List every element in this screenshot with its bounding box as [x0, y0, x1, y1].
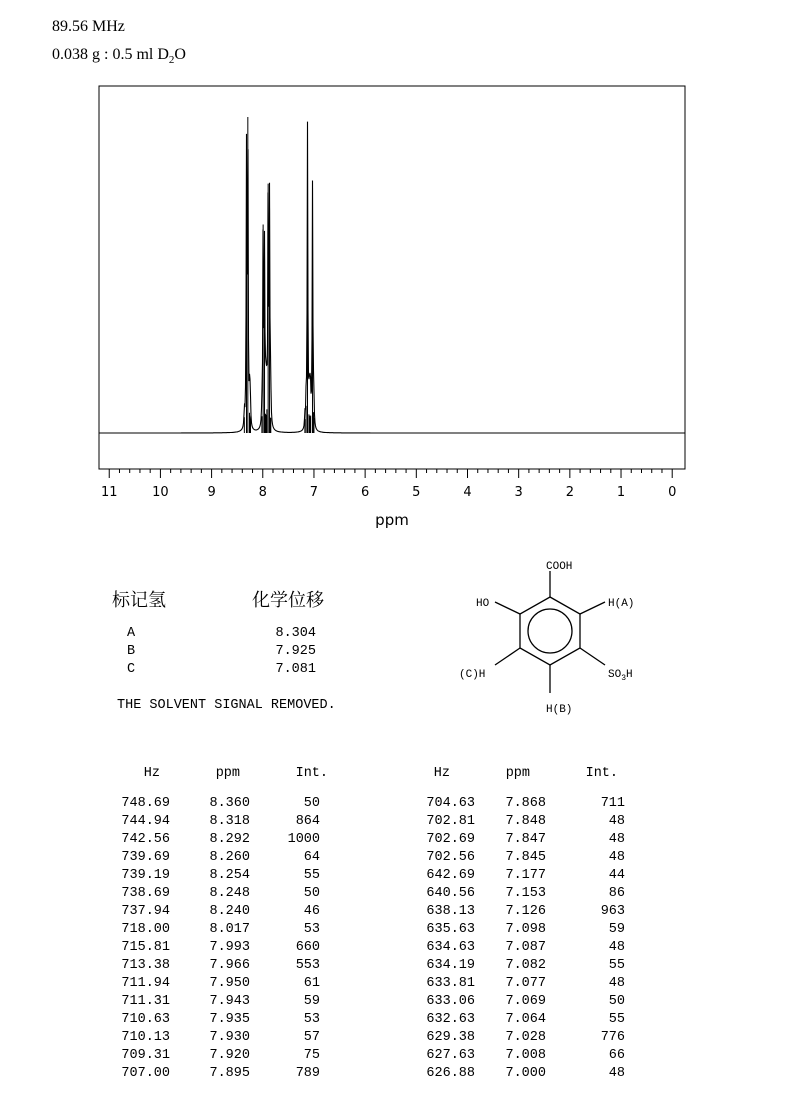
- ho-label: HO: [476, 598, 490, 610]
- x-tick-label: 7: [309, 485, 319, 500]
- peak-ppm: 7.069: [505, 994, 546, 1009]
- right-hz-header: Hz: [433, 766, 450, 781]
- peak-ppm: 7.930: [209, 1030, 250, 1045]
- assignment-label-c: C: [127, 662, 136, 677]
- peak-ppm: 8.292: [209, 832, 250, 847]
- col-label-header: 标记氢: [112, 590, 166, 611]
- so3h-subscript: 3: [621, 674, 627, 683]
- peak-ppm: 8.248: [209, 886, 250, 901]
- x-tick-label: 8: [258, 485, 267, 500]
- peak-hz: 739.69: [121, 850, 170, 865]
- peak-hz: 627.63: [426, 1048, 475, 1063]
- peak-hz: 707.00: [121, 1066, 170, 1081]
- peak-ppm: 7.028: [505, 1030, 546, 1045]
- peak-ppm: 7.868: [505, 796, 546, 811]
- peak-ppm: 8.240: [209, 904, 250, 919]
- sample-subscript: 2: [168, 54, 175, 67]
- ch-label: (C)H: [459, 669, 486, 681]
- sample-prefix: 0.038 g : 0.5 ml D: [52, 46, 169, 63]
- peak-int: 53: [303, 922, 320, 937]
- peak-ppm: 7.064: [505, 1012, 546, 1027]
- spectrum-trace: [99, 122, 685, 433]
- peak-int: 61: [303, 976, 320, 991]
- peak-int: 660: [295, 940, 320, 955]
- peak-int: 59: [303, 994, 320, 1009]
- peak-int: 55: [608, 958, 625, 973]
- peak-int: 44: [608, 868, 625, 883]
- peak-int: 50: [303, 796, 320, 811]
- peak-ppm: 7.845: [505, 850, 546, 865]
- peak-hz: 739.19: [121, 868, 170, 883]
- assignment-shift-a: 8.304: [275, 626, 316, 641]
- peak-int: 66: [608, 1048, 625, 1063]
- peak-int: 48: [608, 814, 625, 829]
- peak-hz: 715.81: [121, 940, 170, 955]
- peak-ppm: 7.153: [505, 886, 546, 901]
- peak-hz: 744.94: [121, 814, 170, 829]
- peak-hz: 711.31: [121, 994, 170, 1009]
- peak-hz: 632.63: [426, 1012, 475, 1027]
- peak-ppm: 7.077: [505, 976, 546, 991]
- peak-int: 75: [303, 1048, 320, 1063]
- peak-int: 553: [295, 958, 320, 973]
- peak-hz: 738.69: [121, 886, 170, 901]
- nmr-spectrum-chart: [0, 0, 794, 545]
- peak-ppm: 7.895: [209, 1066, 250, 1081]
- peak-hz: 742.56: [121, 832, 170, 847]
- peak-marks: [244, 117, 314, 433]
- ha-label: H(A): [608, 598, 635, 610]
- assignment-label-b: B: [127, 644, 136, 659]
- x-tick-label: 1: [616, 485, 626, 500]
- peak-int: 864: [295, 814, 320, 829]
- peak-ppm: 8.318: [209, 814, 250, 829]
- peak-ppm: 7.087: [505, 940, 546, 955]
- peak-int: 55: [608, 1012, 625, 1027]
- col-shift-header: 化学位移: [252, 590, 324, 611]
- peak-hz: 704.63: [426, 796, 475, 811]
- molecule-structure: [455, 555, 655, 720]
- x-tick-label: 11: [100, 485, 118, 500]
- peak-ppm: 7.177: [505, 868, 546, 883]
- peak-int: 48: [608, 1066, 625, 1081]
- peak-hz: 634.63: [426, 940, 475, 955]
- right-int-header: Int.: [585, 766, 618, 781]
- peak-ppm: 7.126: [505, 904, 546, 919]
- peak-int: 50: [608, 994, 625, 1009]
- peak-hz: 634.19: [426, 958, 475, 973]
- peak-int: 57: [303, 1030, 320, 1045]
- peak-ppm: 8.360: [209, 796, 250, 811]
- x-axis-ticks: [109, 469, 672, 478]
- peak-ppm: 7.935: [209, 1012, 250, 1027]
- peak-int: 59: [608, 922, 625, 937]
- assignment-shift-b: 7.925: [275, 644, 316, 659]
- peak-hz: 711.94: [121, 976, 170, 991]
- so3h-label: [608, 669, 633, 683]
- peak-hz: 642.69: [426, 868, 475, 883]
- peak-ppm: 7.920: [209, 1048, 250, 1063]
- peak-ppm: 8.017: [209, 922, 250, 937]
- peak-ppm: 7.008: [505, 1048, 546, 1063]
- peak-int: 789: [295, 1066, 320, 1081]
- assignment-label-a: A: [127, 626, 136, 641]
- peak-ppm: 7.848: [505, 814, 546, 829]
- cooh-label: COOH: [546, 561, 573, 573]
- peak-hz: 710.13: [121, 1030, 170, 1045]
- x-tick-label: 4: [463, 485, 472, 500]
- peak-int: 46: [303, 904, 320, 919]
- sample-suffix: O: [174, 46, 186, 63]
- peak-hz: 748.69: [121, 796, 170, 811]
- peak-ppm: 7.993: [209, 940, 250, 955]
- peak-int: 48: [608, 976, 625, 991]
- peak-hz: 710.63: [121, 1012, 170, 1027]
- peak-hz: 626.88: [426, 1066, 475, 1081]
- peak-hz: 718.00: [121, 922, 170, 937]
- peak-int: 86: [608, 886, 625, 901]
- x-axis-label: ppm: [375, 511, 409, 529]
- x-tick-label: 9: [207, 485, 216, 500]
- peak-hz: 713.38: [121, 958, 170, 973]
- x-tick-label: 3: [514, 485, 523, 500]
- peak-hz: 629.38: [426, 1030, 475, 1045]
- assignment-shift-c: 7.081: [275, 662, 316, 677]
- peak-int: 48: [608, 940, 625, 955]
- so3h-prefix: SO: [608, 669, 622, 681]
- so3h-suffix: H: [626, 669, 633, 681]
- peak-hz: 702.81: [426, 814, 475, 829]
- x-tick-label: 5: [412, 485, 421, 500]
- peak-ppm: 8.260: [209, 850, 250, 865]
- x-tick-label: 10: [152, 485, 169, 500]
- left-ppm-header: ppm: [215, 766, 240, 781]
- benzene-ring: [495, 571, 605, 693]
- x-tick-label: 2: [565, 485, 574, 500]
- peak-hz: 640.56: [426, 886, 475, 901]
- peak-ppm: 7.082: [505, 958, 546, 973]
- right-ppm-header: ppm: [505, 766, 530, 781]
- peak-hz: 633.81: [426, 976, 475, 991]
- peak-hz: 638.13: [426, 904, 475, 919]
- peak-ppm: 7.943: [209, 994, 250, 1009]
- peak-int: 963: [600, 904, 625, 919]
- peak-int: 776: [600, 1030, 625, 1045]
- peak-int: 64: [303, 850, 320, 865]
- left-int-header: Int.: [295, 766, 328, 781]
- peak-ppm: 7.950: [209, 976, 250, 991]
- peak-int: 55: [303, 868, 320, 883]
- peak-int: 48: [608, 850, 625, 865]
- peak-int: 53: [303, 1012, 320, 1027]
- solvent-note: THE SOLVENT SIGNAL REMOVED.: [117, 698, 336, 713]
- x-tick-label: 0: [668, 485, 677, 500]
- peak-ppm: 7.847: [505, 832, 546, 847]
- peak-hz: 709.31: [121, 1048, 170, 1063]
- peak-hz: 635.63: [426, 922, 475, 937]
- peak-ppm: 7.098: [505, 922, 546, 937]
- peak-int: 1000: [287, 832, 320, 847]
- spectrometer-frequency: 89.56 MHz: [52, 18, 125, 35]
- left-hz-header: Hz: [143, 766, 160, 781]
- peak-ppm: 7.000: [505, 1066, 546, 1081]
- peak-hz: 702.56: [426, 850, 475, 865]
- peak-hz: 737.94: [121, 904, 170, 919]
- peak-ppm: 7.966: [209, 958, 250, 973]
- x-tick-label: 6: [360, 485, 370, 500]
- x-axis-tick-labels: [101, 485, 676, 500]
- peak-int: 711: [600, 796, 625, 811]
- peak-int: 50: [303, 886, 320, 901]
- peak-hz: 633.06: [426, 994, 475, 1009]
- peak-int: 48: [608, 832, 625, 847]
- peak-ppm: 8.254: [209, 868, 250, 883]
- plot-frame: [99, 86, 685, 469]
- peak-hz: 702.69: [426, 832, 475, 847]
- hb-label: H(B): [546, 704, 573, 716]
